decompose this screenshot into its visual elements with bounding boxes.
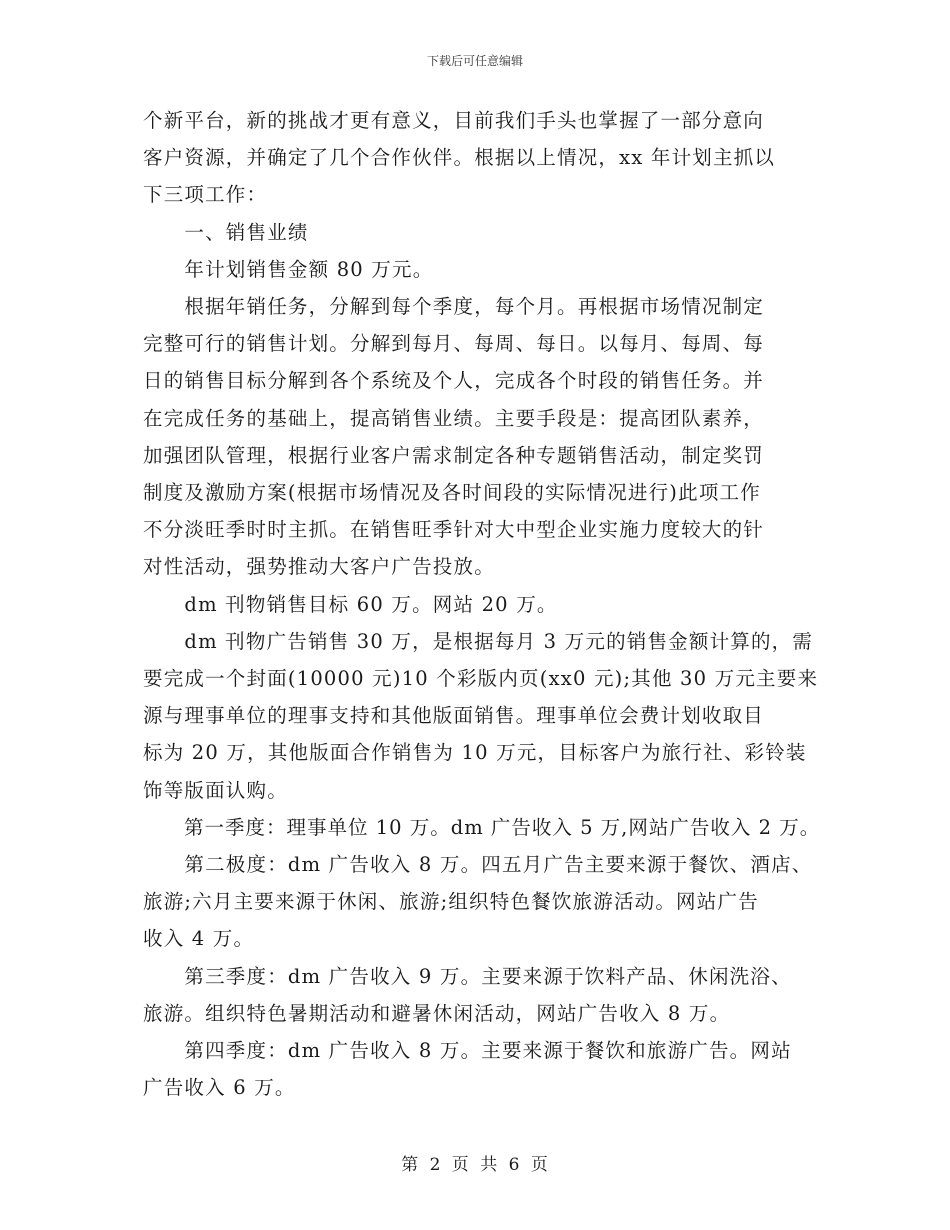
page-number-footer: 第 2 页 共 6 页 xyxy=(401,1155,549,1175)
body-line: 制度及激励方案(根据市场情况及各时间段的实际情况进行)此项工作 xyxy=(143,481,761,505)
section-heading: 一、销售业绩 xyxy=(143,220,309,244)
body-line: 收入 4 万。 xyxy=(143,927,255,951)
body-line: 第一季度：理事单位 10 万。dm 广告收入 5 万,网站广告收入 2 万。 xyxy=(143,815,821,839)
body-line: 广告收入 6 万。 xyxy=(143,1076,296,1100)
body-line: 标为 20 万，其他版面合作销售为 10 万元，目标客户为旅行社、彩铃装 xyxy=(143,741,807,765)
body-line: 个新平台，新的挑战才更有意义，目前我们手头也掌握了一部分意向 xyxy=(143,109,765,132)
body-line: 完整可行的销售计划。分解到每月、每周、每日。以每月、每周、每 xyxy=(143,332,765,356)
body-line: 根据年销任务，分解到每个季度，每个月。再根据市场情况制定 xyxy=(143,295,765,319)
body-line: 饰等版面认购。 xyxy=(143,778,288,802)
body-line: 第二极度：dm 广告收入 8 万。四五月广告主要来源于餐饮、酒店、 xyxy=(143,853,813,877)
page-header: 下载后可任意编辑 xyxy=(426,54,523,68)
body-line: 第三季度：dm 广告收入 9 万。主要来源于饮料产品、休闲洗浴、 xyxy=(143,964,792,988)
body-line: 加强团队管理，根据行业客户需求制定各种专题销售活动，制定奖罚 xyxy=(143,443,765,467)
body-line: 客户资源，并确定了几个合作伙伴。根据以上情况，xx 年计划主抓以 xyxy=(143,146,776,170)
body-line: dm 刊物广告销售 30 万，是根据每月 3 万元的销售金额计算的，需 xyxy=(143,629,814,653)
body-line: 旅游;六月主要来源于休闲、旅游;组织特色餐饮旅游活动。网站广告 xyxy=(143,890,759,914)
body-line: 年计划销售金额 80 万元。 xyxy=(143,257,434,281)
body-line: 日的销售目标分解到各个系统及个人，完成各个时段的销售任务。并 xyxy=(143,369,765,393)
document-body xyxy=(143,102,821,1106)
body-line: 下三项工作： xyxy=(143,183,268,207)
body-line: 旅游。组织特色暑期活动和避暑休闲活动，网站广告收入 8 万。 xyxy=(143,1001,731,1025)
body-line: 要完成一个封面(10000 元)10 个彩版内页(xx0 元);其他 30 万元主要来 xyxy=(143,667,819,691)
body-line: 在完成任务的基础上，提高销售业绩。主要手段是：提高团队素养， xyxy=(143,406,765,430)
body-line: 源与理事单位的理事支持和其他版面销售。理事单位会费计划收取目 xyxy=(143,704,765,728)
body-line: 第四季度：dm 广告收入 8 万。主要来源于餐饮和旅游广告。网站 xyxy=(143,1039,792,1063)
body-line: dm 刊物销售目标 60 万。网站 20 万。 xyxy=(143,592,558,616)
body-line: 对性活动，强势推动大客户广告投放。 xyxy=(143,555,495,579)
body-line: 不分淡旺季时时主抓。在销售旺季针对大中型企业实施力度较大的针 xyxy=(143,518,765,542)
